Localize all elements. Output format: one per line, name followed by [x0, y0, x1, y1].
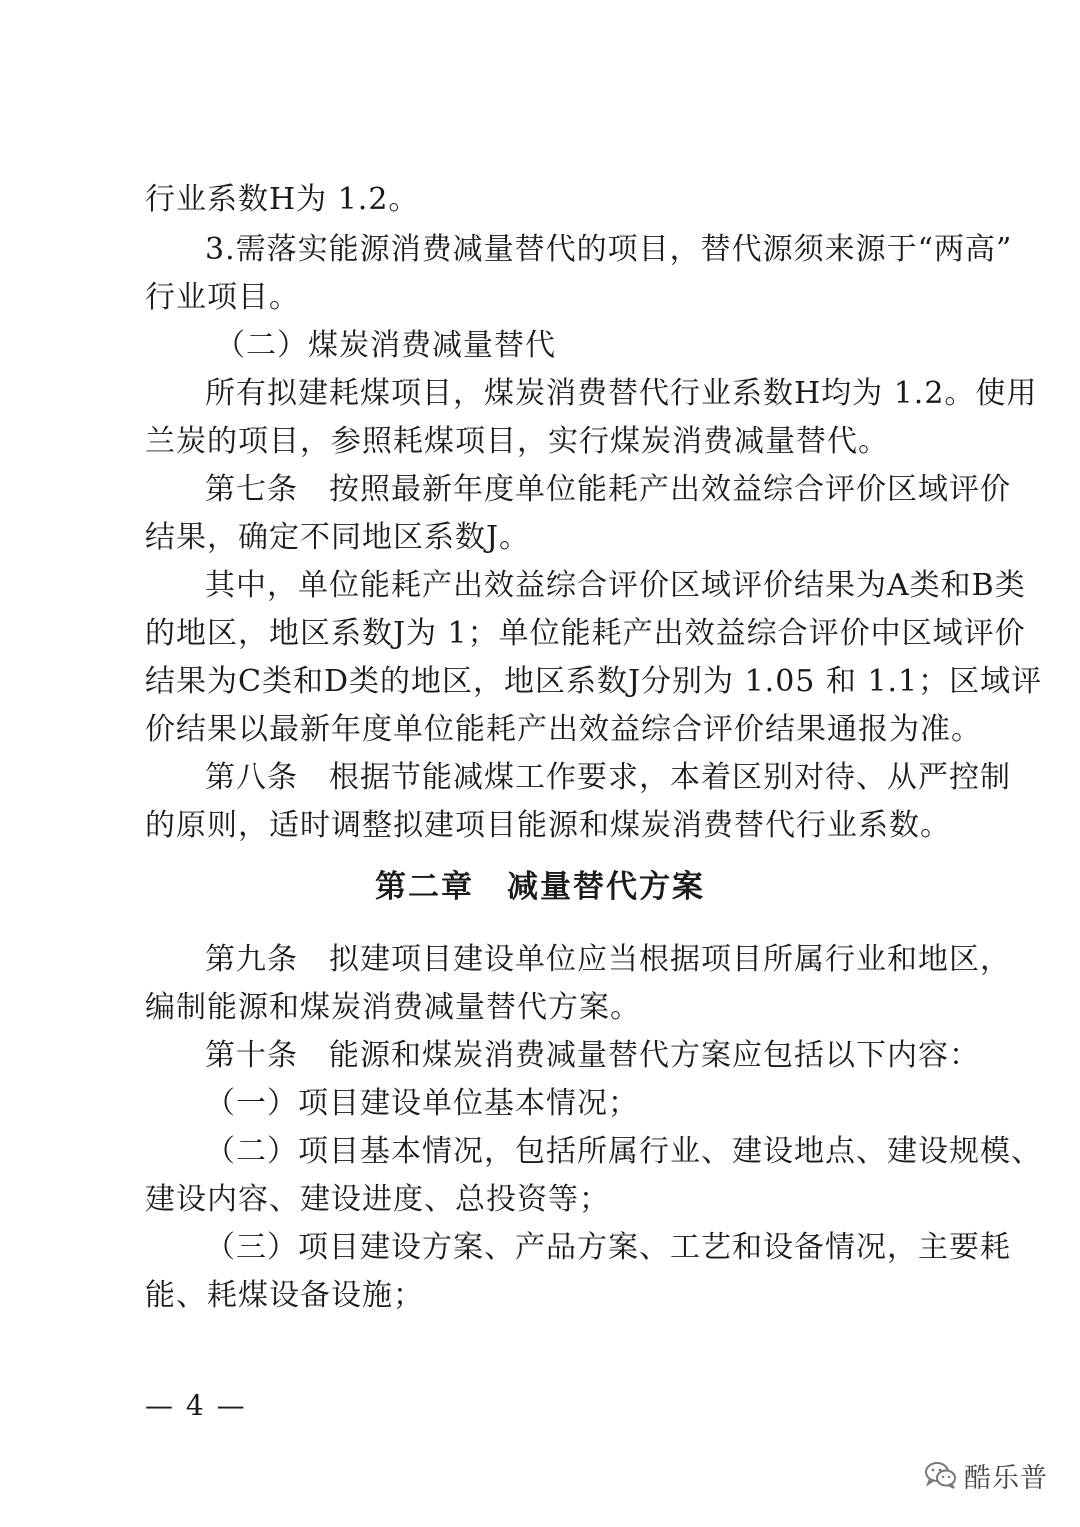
paragraph-line: 的地区，地区系数J为 1；单位能耗产出效益综合评价中区域评价 [145, 616, 1026, 651]
list-item: （三）项目建设方案、产品方案、工艺和设备情况，主要耗 [205, 1230, 1011, 1265]
paragraph-line: 3.需落实能源消费减量替代的项目，替代源须来源于“两高” [205, 232, 1013, 267]
paragraph-line: 其中，单位能耗产出效益综合评价区域评价结果为A类和B类 [205, 568, 1026, 603]
watermark [924, 1455, 1048, 1495]
paragraph-line: 结果为C类和D类的地区，地区系数J分别为 1.05 和 1.1；区域评 [145, 664, 1043, 699]
paragraph-line: 行业项目。 [145, 280, 300, 315]
paragraph-line: 兰炭的项目，参照耗煤项目，实行煤炭消费减量替代。 [145, 424, 889, 459]
paragraph-line: 行业系数H为 1.2。 [145, 182, 420, 217]
paragraph-line: 结果，确定不同地区系数J。 [145, 520, 531, 555]
article-nine-line: 第九条 拟建项目建设单位应当根据项目所属行业和地区， [205, 942, 1011, 977]
article-seven-line: 第七条 按照最新年度单位能耗产出效益综合评价区域评价 [205, 472, 1011, 507]
paragraph-line: 建设内容、建设进度、总投资等； [145, 1182, 610, 1217]
list-item: （一）项目建设单位基本情况； [205, 1086, 639, 1121]
article-ten-line: 第十条 能源和煤炭消费减量替代方案应包括以下内容： [205, 1038, 980, 1073]
page-number: — 4 — [145, 1389, 247, 1422]
paragraph-line: 所有拟建耗煤项目，煤炭消费替代行业系数H均为 1.2。使用 [205, 376, 1038, 411]
paragraph-line: 编制能源和煤炭消费减量替代方案。 [145, 990, 641, 1025]
watermark-text: 酷乐普 [964, 1462, 1048, 1494]
wechat-icon [924, 1458, 958, 1492]
paragraph-line: 价结果以最新年度单位能耗产出效益综合评价结果通报为准。 [145, 712, 982, 747]
paragraph-line: 的原则，适时调整拟建项目能源和煤炭消费替代行业系数。 [145, 808, 951, 843]
section-heading: （二）煤炭消费减量替代 [215, 328, 556, 363]
paragraph-line: 能、耗煤设备设施； [145, 1278, 424, 1313]
article-eight-line: 第八条 根据节能减煤工作要求，本着区别对待、从严控制 [205, 760, 1011, 795]
list-item: （二）项目基本情况，包括所属行业、建设地点、建设规模、 [205, 1134, 1042, 1169]
chapter-title: 第二章 减量替代方案 [375, 869, 705, 905]
